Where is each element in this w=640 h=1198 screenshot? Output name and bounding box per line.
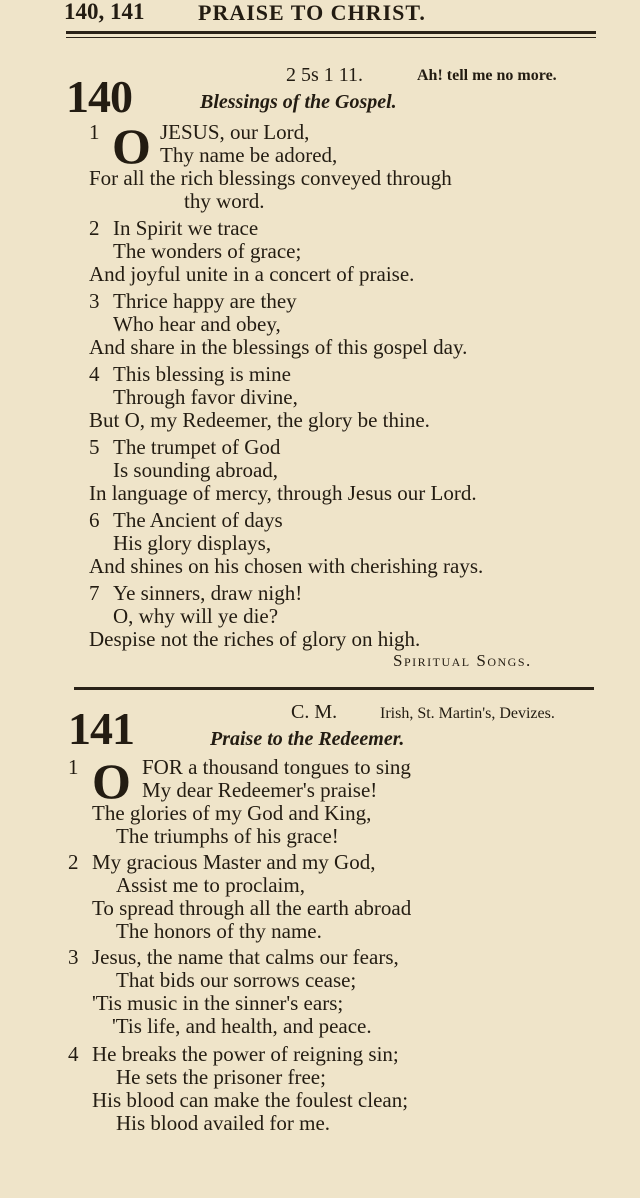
verse-line: Ye sinners, draw nigh! [113,581,303,605]
verse-number: 4 [68,1042,79,1066]
verse-line: Who hear and obey, [113,312,281,336]
tune-name: Irish, St. Martin's, Devizes. [380,705,555,722]
verse-line: His glory displays, [113,531,272,555]
verse-line: My dear Redeemer's praise! [142,778,378,802]
verse-line: Jesus, the name that calms our fears, [92,945,399,969]
verse-number: 3 [68,945,79,969]
verse-number: 4 [89,362,100,386]
verse-line: 'Tis music in the sinner's ears; [92,991,344,1015]
verse-line: The trumpet of God [113,435,281,459]
verse-number: 5 [89,435,100,459]
verse-line: The triumphs of his grace! [116,824,339,848]
verse-line: The glories of my God and King, [92,801,372,825]
verse-number: 1 [68,755,79,779]
drop-cap: O [92,753,131,809]
verse-line: He sets the prisoner free; [116,1065,326,1089]
verse-line: Assist me to proclaim, [116,873,305,897]
verse-line: The honors of thy name. [116,919,322,943]
verse-line: He breaks the power of reigning sin; [92,1042,399,1066]
verse-line: But O, my Redeemer, the glory be thine. [89,408,430,432]
hymn-subtitle: Blessings of the Gospel. [200,91,397,113]
verse-line: His blood availed for me. [116,1111,331,1135]
verse-line: In language of mercy, through Jesus our Lord. [89,481,477,505]
verse-line: JESUS, our Lord, [160,120,310,144]
hymn-number: 141 [68,703,134,754]
header-rule-thin [66,37,596,38]
hymn-number: 140 [66,71,132,122]
verse-line: Through favor divine, [113,385,298,409]
verse-line: The wonders of grace; [113,239,302,263]
hymn-separator-rule [74,687,594,690]
section-title: PRAISE TO CHRIST. [198,0,426,25]
hymn-meter: 2 5s 1 11. [286,64,364,86]
verse-line: Despise not the riches of glory on high. [89,627,421,651]
page-numbers: 140, 141 [64,0,145,24]
verse-line: My gracious Master and my God, [92,850,376,874]
verse-number: 2 [89,216,100,240]
verse-number: 2 [68,850,79,874]
verse-line: Is sounding abroad, [113,458,279,482]
verse-number: 7 [89,581,100,605]
verse-line: And joyful unite in a concert of praise. [89,262,415,286]
verse-number: 1 [89,120,100,144]
verse-line: 'Tis life, and health, and peace. [112,1014,372,1038]
verse-line: And shines on his chosen with cherishing rays. [89,554,484,578]
verse-line: For all the rich blessings conveyed through [89,166,452,190]
verse-line: To spread through all the earth abroad [92,896,412,920]
verse-line: thy word. [184,189,265,213]
verse-line: That bids our sorrows cease; [116,968,357,992]
header-rule [66,31,596,34]
hymn-subtitle: Praise to the Redeemer. [210,728,405,750]
verse-number: 6 [89,508,100,532]
verse-line: Thy name be adored, [160,143,338,167]
verse-line: O, why will ye die? [113,604,279,628]
verse-number: 3 [89,289,100,313]
verse-line: Thrice happy are they [113,289,297,313]
verse-line: His blood can make the foulest clean; [92,1088,409,1112]
hymn-meter: C. M. [291,701,338,723]
verse-line: This blessing is mine [113,362,291,386]
verse-line: And share in the blessings of this gospel day. [89,335,468,359]
running-header [64,0,604,30]
drop-cap: O [112,118,151,174]
verse-line: FOR a thousand tongues to sing [142,755,411,779]
hymn-attribution: Spiritual Songs. [393,651,532,670]
verse-line: In Spirit we trace [113,216,259,240]
verse-line: The Ancient of days [113,508,283,532]
tune-name: Ah! tell me no more. [417,67,557,84]
